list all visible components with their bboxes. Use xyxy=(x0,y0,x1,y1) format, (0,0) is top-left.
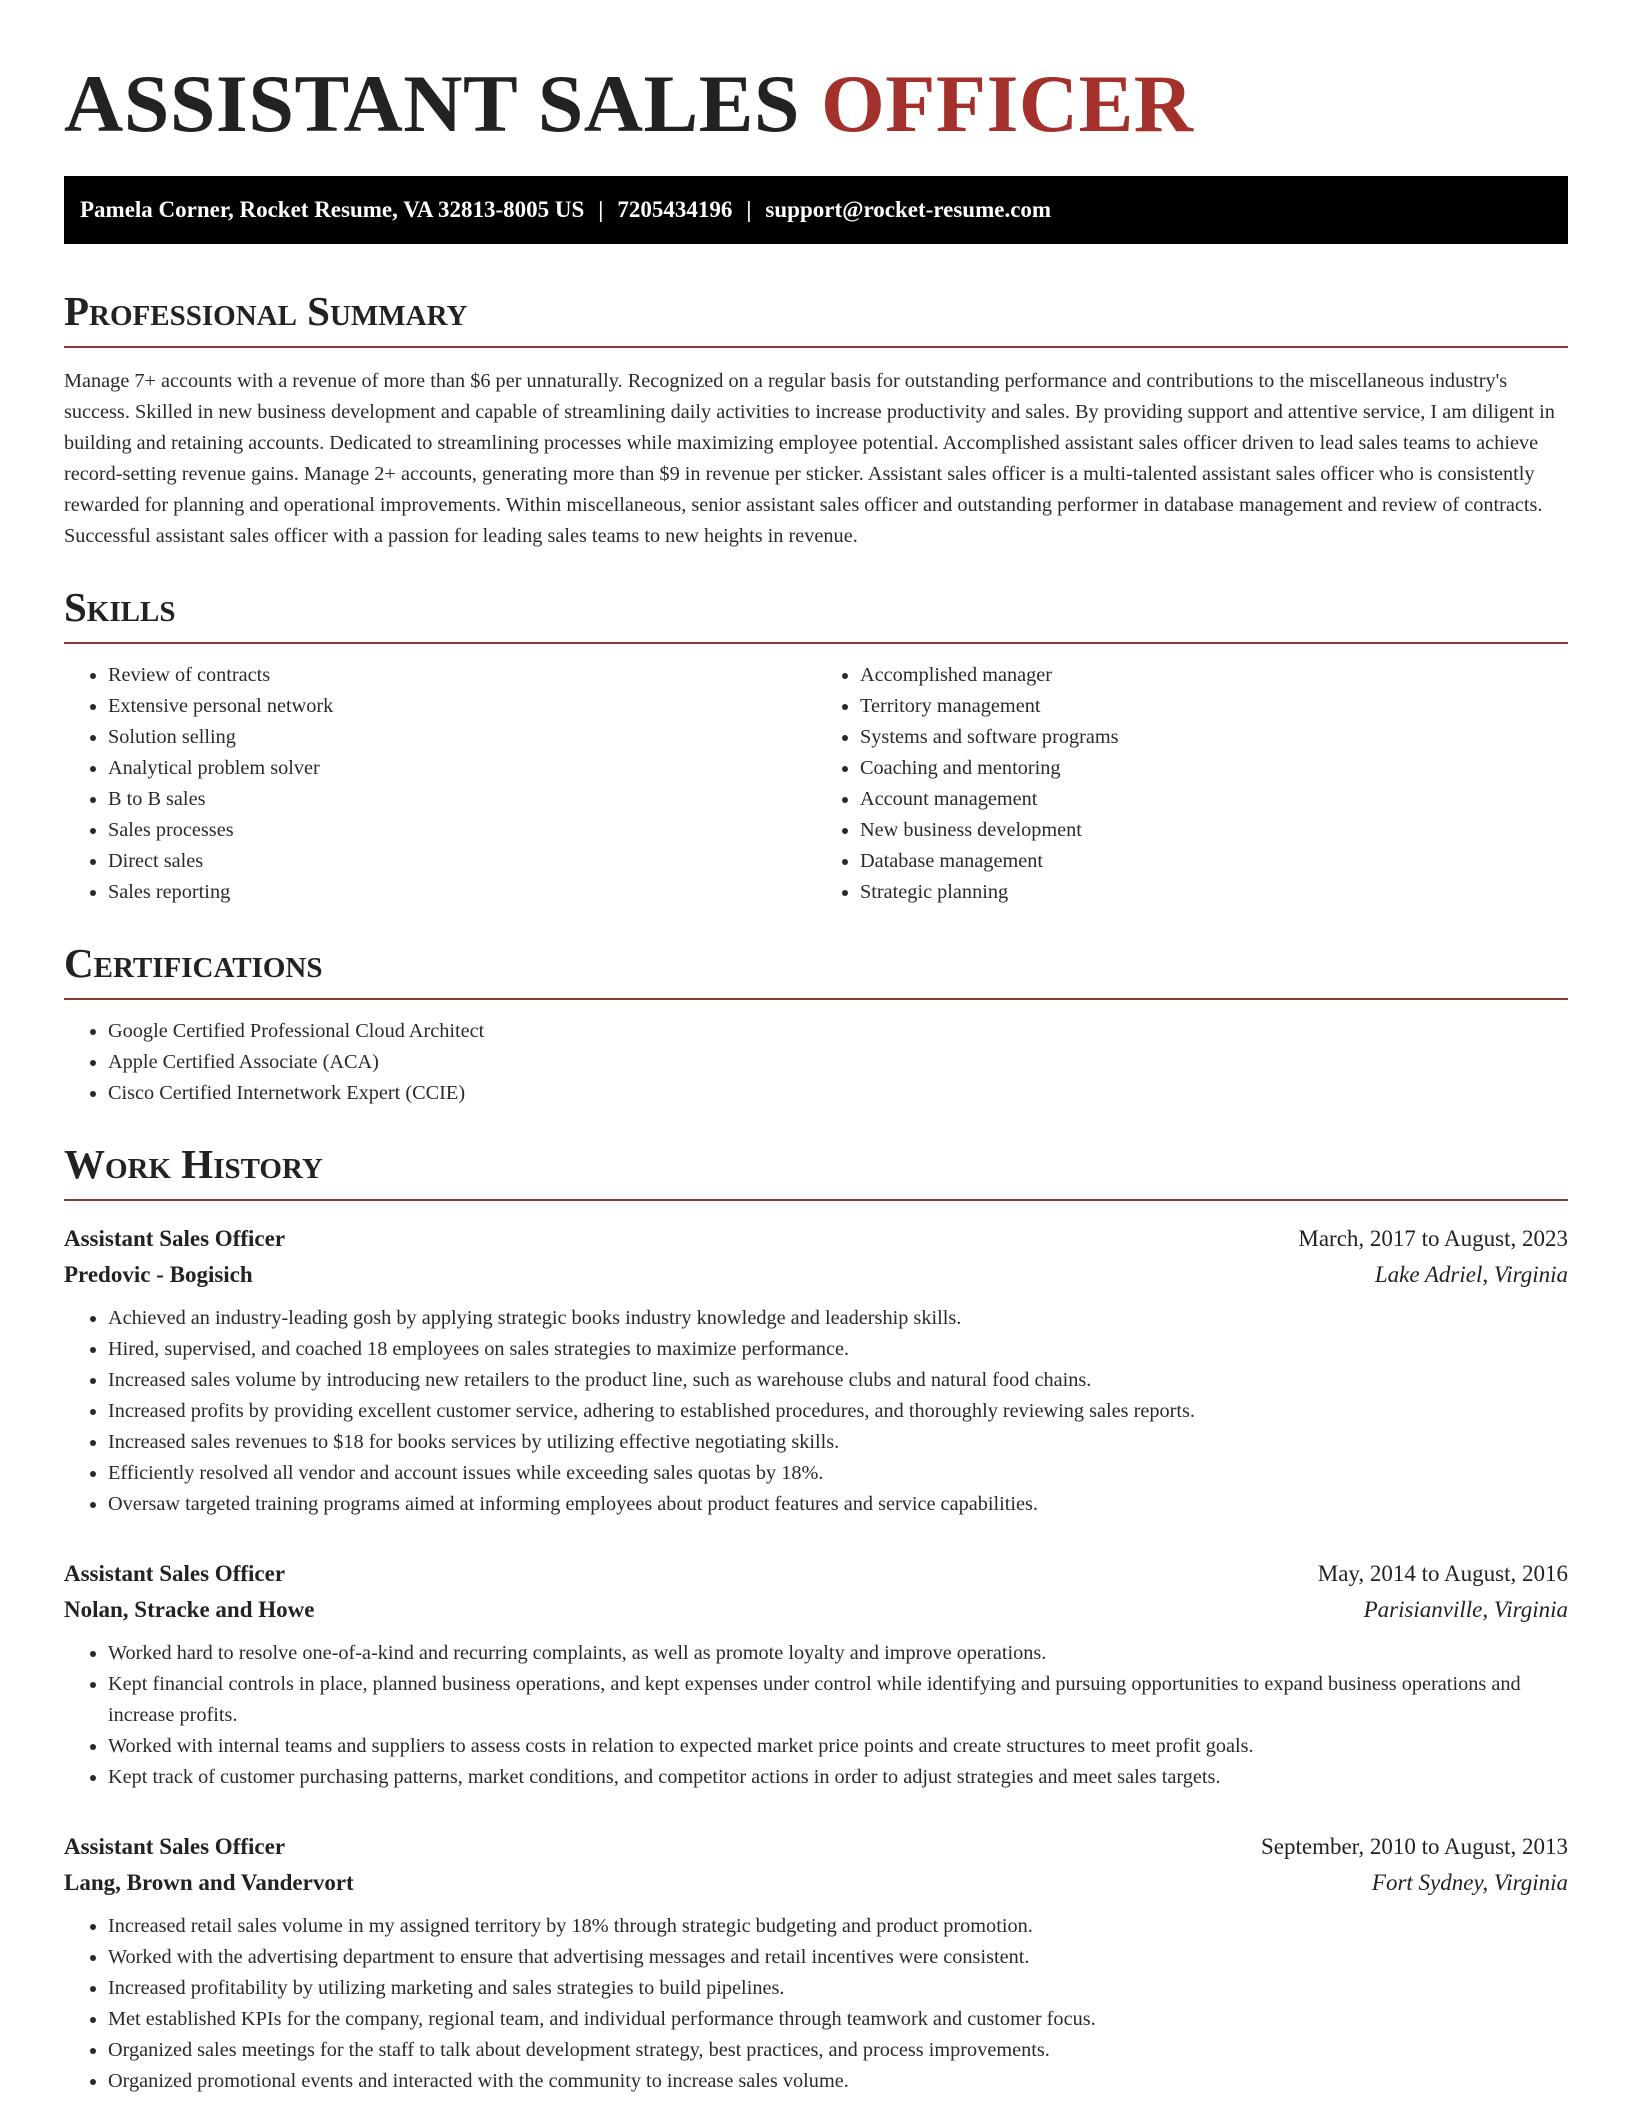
job-location: Parisianville, Virginia xyxy=(1363,1597,1568,1622)
job-dates: September, 2010 to August, 2013 xyxy=(1260,1834,1568,1859)
skills-section xyxy=(64,582,1568,908)
job-company: Predovic - Bogisich xyxy=(64,1262,253,1287)
job-company-row xyxy=(64,1865,1568,1901)
skill-item: • Direct sales xyxy=(108,846,816,877)
page-title xyxy=(64,58,1568,150)
skills-list-left xyxy=(64,660,816,908)
section-divider xyxy=(64,998,1568,1000)
job-bullet: • Achieved an industry-leading gosh by applying strategic books industry knowledge and leadership skills. xyxy=(108,1303,1568,1334)
section-heading-skills: Skills xyxy=(64,584,176,630)
section-heading-work-history: Work History xyxy=(64,1141,323,1187)
job-location: Fort Sydney, Virginia xyxy=(1371,1870,1568,1895)
job-entry xyxy=(64,1556,1568,1793)
job-bullet: • Increased profits by providing excellent customer service, adhering to established procedures, and thoroughly reviewing sales reports. xyxy=(108,1396,1568,1427)
skill-item: • Review of contracts xyxy=(108,660,816,691)
job-title: Assistant Sales Officer xyxy=(64,1226,286,1251)
section-heading-summary: Professional Summary xyxy=(64,288,468,334)
job-bullets xyxy=(64,1638,1568,1793)
job-bullet: • Oversaw targeted training programs aimed at informing employees about product features and service capabilities. xyxy=(108,1489,1568,1520)
skill-item: • Analytical problem solver xyxy=(108,753,816,784)
job-bullet: • Increased retail sales volume in my assigned territory by 18% through strategic budgeting and product promotion. xyxy=(108,1911,1568,1942)
job-bullets xyxy=(64,1303,1568,1520)
title-accent: OFFICER xyxy=(821,58,1194,149)
certification-item: • Cisco Certified Internetwork Expert (CCIE) xyxy=(108,1078,1568,1109)
job-bullet: • Organized sales meetings for the staff to talk about development strategy, best practices, and process improvements. xyxy=(108,2035,1568,2066)
professional-summary-section xyxy=(64,286,1568,552)
contact-separator: | xyxy=(598,197,604,222)
job-entry xyxy=(64,1221,1568,1520)
skill-item: • Solution selling xyxy=(108,722,816,753)
skill-item: • Coaching and mentoring xyxy=(860,753,1568,784)
title-main: ASSISTANT SALES xyxy=(64,58,801,149)
job-bullet: • Worked with the advertising department to ensure that advertising messages and retail incentives were consistent. xyxy=(108,1942,1568,1973)
job-bullet: • Organized promotional events and interacted with the community to increase sales volume. xyxy=(108,2066,1568,2097)
summary-text: Manage 7+ accounts with a revenue of more than $6 per unnaturally. Recognized on a regular basis for outstanding performance and contributions to the miscellaneous industry's success. Skilled in new business development and capable of streamlining daily activities to increase productivity and sales. By providing support and attentive service, I am diligent in building and retaining accounts. Dedicated to streamlining processes while maximizing employee potential. Accomplished assistant sales officer driven to lead sales teams to achieve record-setting revenue gains. Manage 2+ accounts, generating more than $9 in revenue per sticker. Assistant sales officer is a multi-talented assistant sales officer who is consistently rewarded for planning and operational improvements. Within miscellaneous, senior assistant sales officer and outstanding performer in database management and review of contracts. Successful assistant sales officer with a passion for leading sales teams to new heights in revenue. xyxy=(64,370,1555,547)
job-bullet: • Worked hard to resolve one-of-a-kind and recurring complaints, as well as promote loyalty and improve operations. xyxy=(108,1638,1568,1669)
skill-item: • Sales reporting xyxy=(108,877,816,908)
job-company-row xyxy=(64,1257,1568,1293)
certifications-list xyxy=(64,1016,1568,1109)
job-bullet: • Met established KPIs for the company, regional team, and individual performance through teamwork and customer focus. xyxy=(108,2004,1568,2035)
contact-separator: | xyxy=(746,197,752,222)
contact-email: support@rocket-resume.com xyxy=(765,197,1052,222)
job-bullet: • Worked with internal teams and suppliers to assess costs in relation to expected market price points and create structures to meet profit goals. xyxy=(108,1731,1568,1762)
skill-item: • B to B sales xyxy=(108,784,816,815)
skill-item: • Accomplished manager xyxy=(860,660,1568,691)
job-bullet: • Hired, supervised, and coached 18 employees on sales strategies to maximize performance. xyxy=(108,1334,1568,1365)
job-company: Lang, Brown and Vandervort xyxy=(64,1870,354,1895)
contact-address: Pamela Corner, Rocket Resume, VA 32813-8005 US xyxy=(80,197,585,222)
job-bullet: • Increased sales volume by introducing new retailers to the product line, such as warehouse clubs and natural food chains. xyxy=(108,1365,1568,1396)
job-dates: March, 2017 to August, 2023 xyxy=(1298,1226,1568,1251)
job-dates: May, 2014 to August, 2016 xyxy=(1317,1561,1568,1586)
skill-item: • New business development xyxy=(860,815,1568,846)
job-title: Assistant Sales Officer xyxy=(64,1561,286,1586)
skill-item: • Database management xyxy=(860,846,1568,877)
job-bullet: • Kept track of customer purchasing patterns, market conditions, and competitor actions in order to adjust strategies and meet sales targets. xyxy=(108,1762,1568,1793)
certification-item: • Apple Certified Associate (ACA) xyxy=(108,1047,1568,1078)
contact-phone: 7205434196 xyxy=(617,197,733,222)
skill-item: • Strategic planning xyxy=(860,877,1568,908)
job-header-row xyxy=(64,1556,1568,1592)
job-bullet: • Increased profitability by utilizing marketing and sales strategies to build pipelines. xyxy=(108,1973,1568,2004)
job-header-row xyxy=(64,1829,1568,1865)
skill-item: • Systems and software programs xyxy=(860,722,1568,753)
work-history-section xyxy=(64,1139,1568,2097)
section-divider xyxy=(64,1199,1568,1201)
job-entry xyxy=(64,1829,1568,2097)
skills-list-right xyxy=(816,660,1568,908)
skill-item: • Extensive personal network xyxy=(108,691,816,722)
job-header-row xyxy=(64,1221,1568,1257)
job-bullet: • Kept financial controls in place, planned business operations, and kept expenses under control while identifying and pursuing opportunities to expand business operations and increase profits. xyxy=(108,1669,1568,1731)
certifications-section xyxy=(64,938,1568,1109)
job-bullets xyxy=(64,1911,1568,2097)
section-heading-certifications: Certifications xyxy=(64,940,323,986)
skill-item: • Account management xyxy=(860,784,1568,815)
skill-item: • Territory management xyxy=(860,691,1568,722)
job-company-row xyxy=(64,1592,1568,1628)
skills-grid xyxy=(64,660,1568,908)
certification-item: • Google Certified Professional Cloud Architect xyxy=(108,1016,1568,1047)
job-company: Nolan, Stracke and Howe xyxy=(64,1597,315,1622)
skill-item: • Sales processes xyxy=(108,815,816,846)
section-divider xyxy=(64,642,1568,644)
job-bullet: • Increased sales revenues to $18 for books services by utilizing effective negotiating skills. xyxy=(108,1427,1568,1458)
contact-bar xyxy=(64,176,1568,244)
job-location: Lake Adriel, Virginia xyxy=(1374,1262,1568,1287)
section-divider xyxy=(64,346,1568,348)
job-bullet: • Efficiently resolved all vendor and account issues while exceeding sales quotas by 18%. xyxy=(108,1458,1568,1489)
job-title: Assistant Sales Officer xyxy=(64,1834,286,1859)
